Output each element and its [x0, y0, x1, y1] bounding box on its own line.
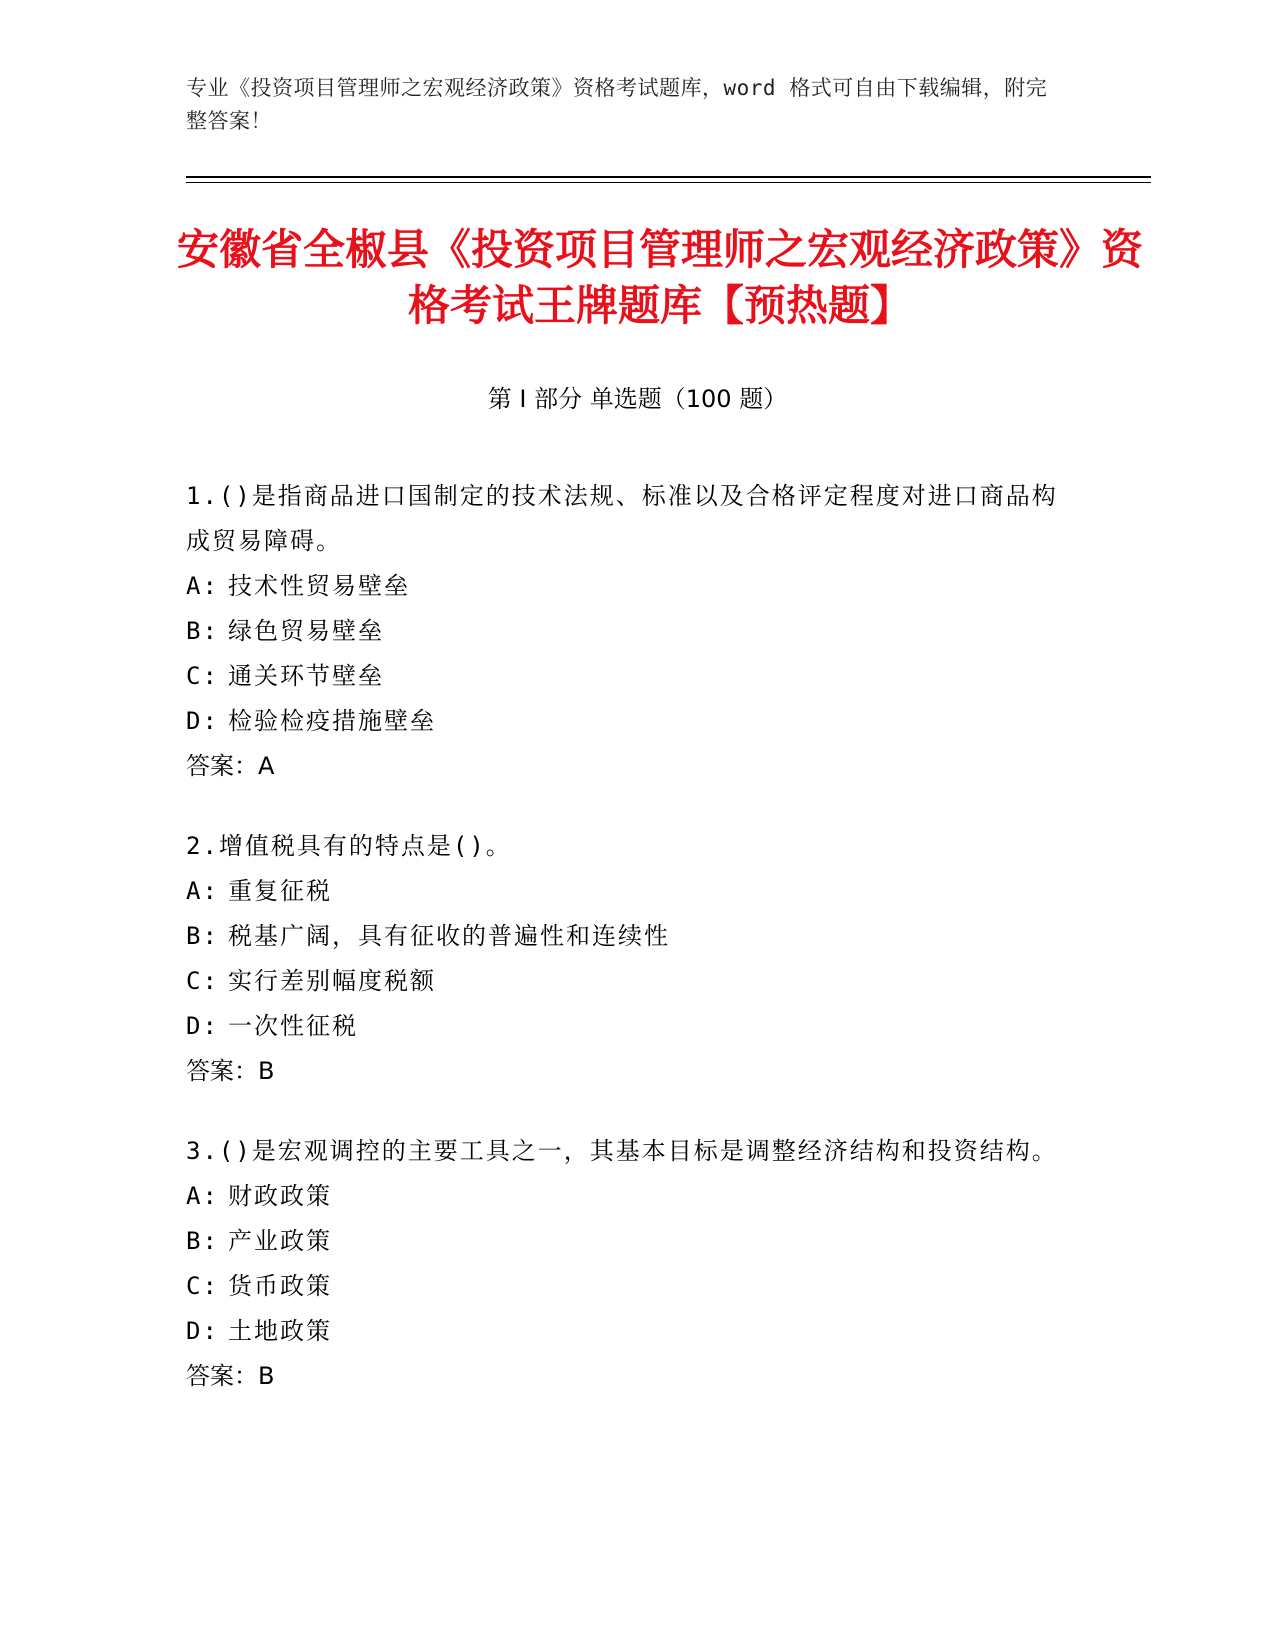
answer-line: 答案：B	[186, 1057, 275, 1085]
option-key: B:	[186, 922, 219, 950]
question-stem: 2.增值税具有的特点是()。	[186, 832, 512, 860]
question-stem: 1.()是指商品进口国制定的技术法规、标准以及合格评定程度对进口商品构成贸易障碍。	[186, 482, 1058, 555]
option-key: A:	[186, 877, 219, 905]
option-key: C:	[186, 662, 219, 690]
option-d	[186, 1309, 1066, 1354]
header-divider-thin	[186, 182, 1151, 183]
option-text: 技术性贸易壁垒	[228, 572, 410, 600]
question-stem: 3.()是宏观调控的主要工具之一，其基本目标是调整经济结构和投资结构。	[186, 1137, 1058, 1165]
answer-line: 答案：B	[186, 1362, 275, 1390]
section-heading: 第 I 部分 单选题（100 题）	[487, 385, 788, 413]
option-key: A:	[186, 572, 219, 600]
option-a	[186, 869, 1066, 914]
option-key: A:	[186, 1182, 219, 1210]
option-c	[186, 1264, 1066, 1309]
option-text: 土地政策	[228, 1317, 332, 1345]
option-text: 一次性征税	[228, 1012, 358, 1040]
option-key: D:	[186, 1012, 219, 1040]
header-note: 专业《投资项目管理师之宏观经济政策》资格考试题库，word 格式可自由下载编辑，附完整答案！	[186, 76, 1048, 133]
option-d	[186, 699, 1066, 744]
question-item	[186, 824, 1066, 1094]
option-text: 财政政策	[228, 1182, 332, 1210]
option-text: 绿色贸易壁垒	[228, 617, 384, 645]
header-divider-thick	[186, 176, 1151, 178]
option-b	[186, 914, 1066, 959]
option-key: B:	[186, 617, 219, 645]
option-d	[186, 1004, 1066, 1049]
option-text: 通关环节壁垒	[228, 662, 384, 690]
option-c	[186, 654, 1066, 699]
question-item	[186, 1129, 1066, 1399]
answer-line: 答案：A	[186, 752, 275, 780]
option-text: 检验检疫措施壁垒	[228, 707, 436, 735]
option-key: D:	[186, 707, 219, 735]
option-key: B:	[186, 1227, 219, 1255]
option-a	[186, 564, 1066, 609]
option-a	[186, 1174, 1066, 1219]
option-text: 重复征税	[228, 877, 332, 905]
option-key: C:	[186, 967, 219, 995]
option-b	[186, 609, 1066, 654]
option-text: 货币政策	[228, 1272, 332, 1300]
option-b	[186, 1219, 1066, 1264]
question-item	[186, 474, 1066, 789]
option-text: 税基广阔，具有征收的普遍性和连续性	[228, 922, 670, 950]
option-text: 实行差别幅度税额	[228, 967, 436, 995]
question-list	[186, 474, 1066, 1434]
option-key: C:	[186, 1272, 219, 1300]
option-key: D:	[186, 1317, 219, 1345]
option-c	[186, 959, 1066, 1004]
document-title: 安徽省全椒县《投资项目管理师之宏观经济政策》资格考试王牌题库【预热题】	[176, 225, 1143, 330]
option-text: 产业政策	[228, 1227, 332, 1255]
